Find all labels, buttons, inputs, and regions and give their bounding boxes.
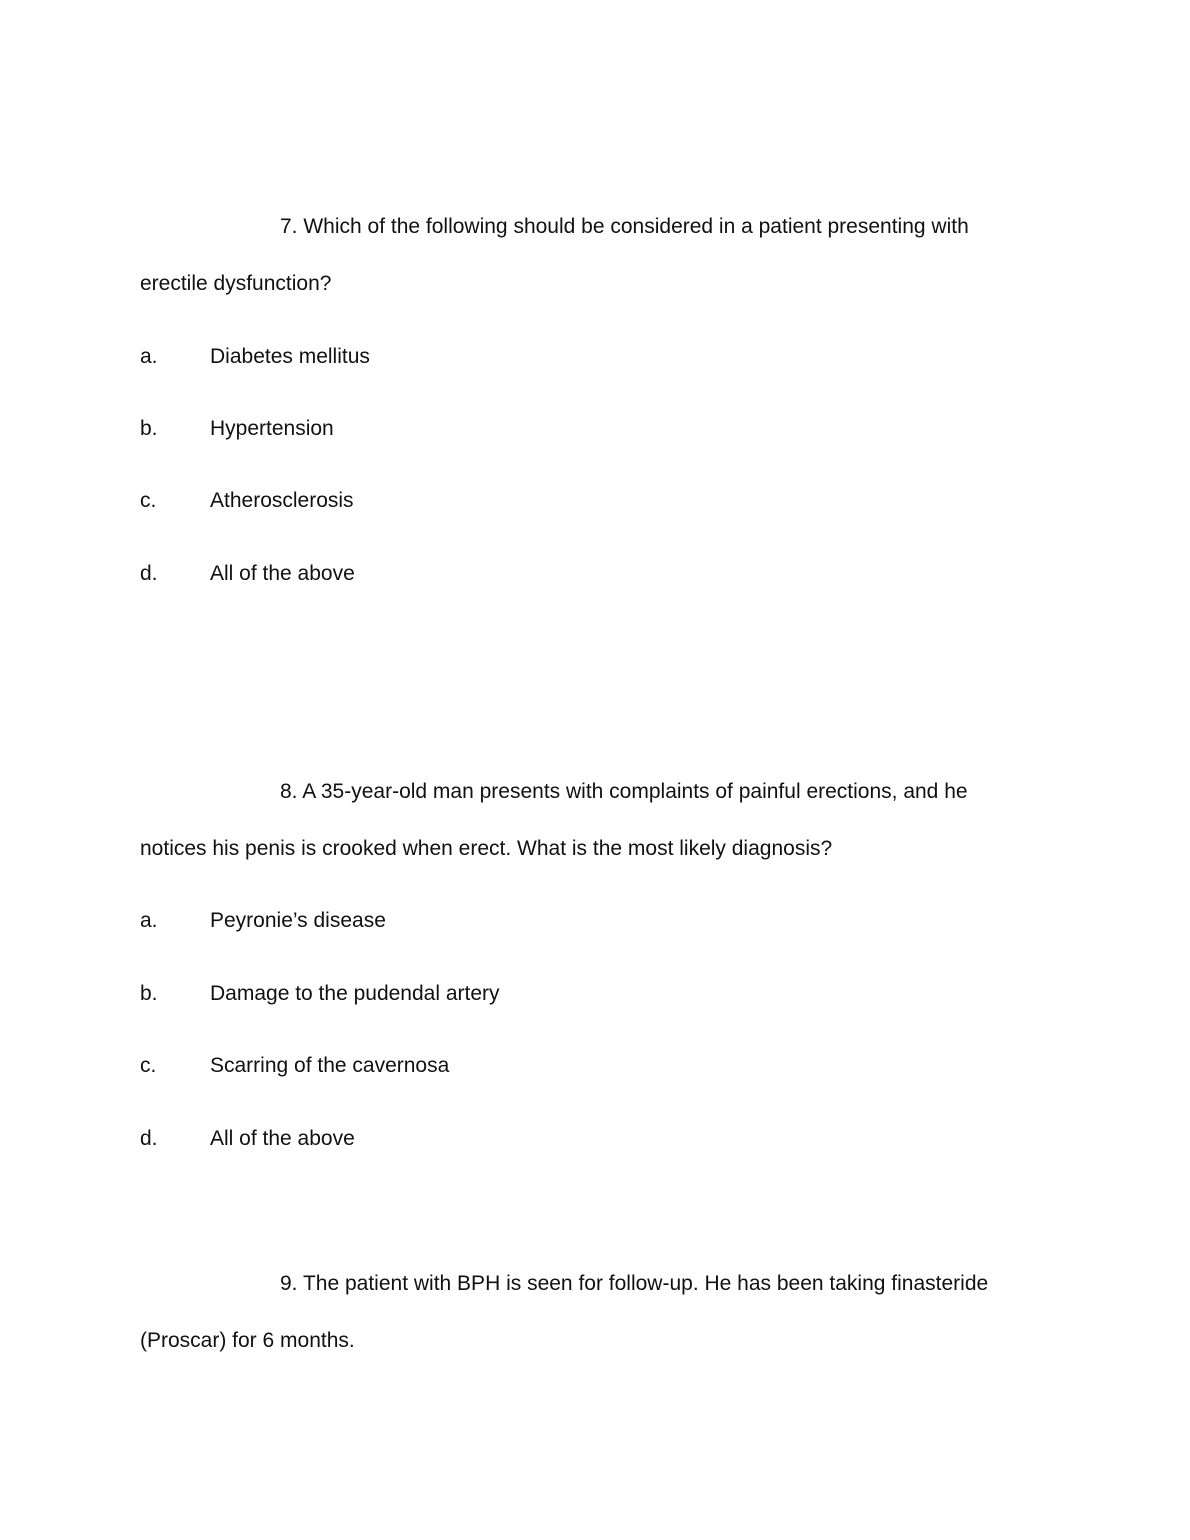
question-8-text-line-1: 8. A 35-year-old man presents with complaints of painful erections, and he [280,780,968,803]
question-9-text-line-1: 9. The patient with BPH is seen for follow-up. He has been taking finasteride [280,1272,989,1295]
question-9-text-line-2: (Proscar) for 6 months. [140,1329,355,1352]
option-letter: c. [140,1054,157,1077]
option-text: Diabetes mellitus [210,345,370,368]
option-text: All of the above [210,1127,355,1150]
option-letter: c. [140,489,157,512]
question-7-text-line-2: erectile dysfunction? [140,272,332,295]
option-letter: d. [140,562,158,585]
option-text: Scarring of the cavernosa [210,1054,450,1077]
option-letter: d. [140,1127,158,1150]
option-text: Hypertension [210,417,334,440]
question-8-text-line-2: notices his penis is crooked when erect. What is the most likely diagnosis? [140,837,833,860]
question-7-text-line-1: 7. Which of the following should be considered in a patient presenting with [280,215,969,238]
option-text: Peyronie’s disease [210,909,386,932]
option-letter: b. [140,982,158,1005]
option-text: All of the above [210,562,355,585]
option-text: Damage to the pudendal artery [210,982,500,1005]
option-text: Atherosclerosis [210,489,354,512]
option-letter: a. [140,345,158,368]
option-letter: b. [140,417,158,440]
option-letter: a. [140,909,158,932]
